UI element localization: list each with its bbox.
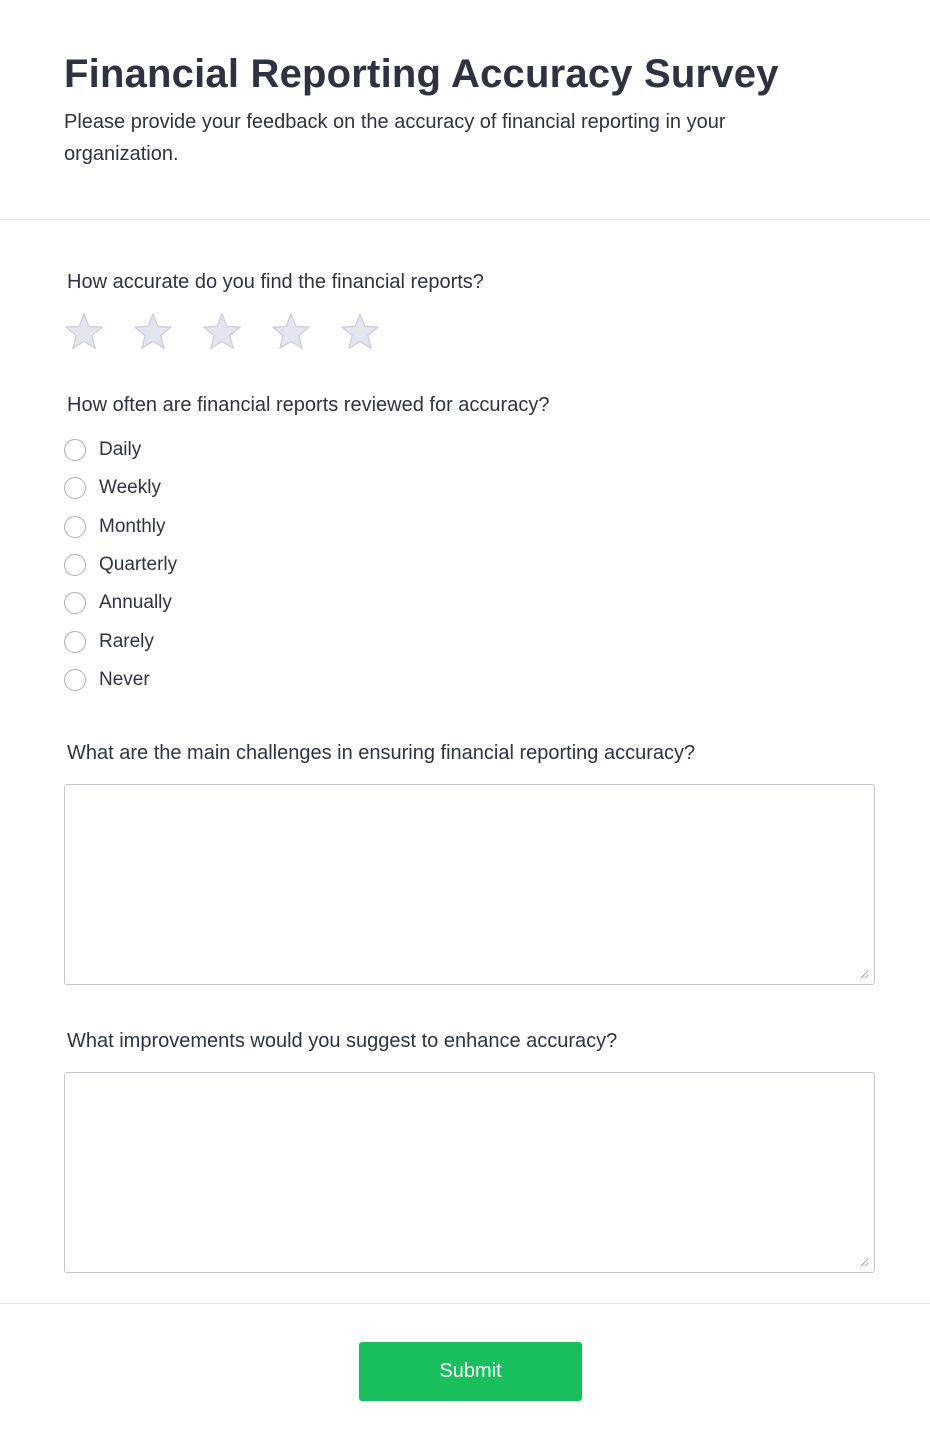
radio-option-monthly[interactable] — [64, 508, 177, 546]
radio-label: Monthly — [99, 515, 166, 537]
radio-button[interactable] — [64, 554, 86, 576]
star-rating — [64, 312, 409, 354]
radio-option-daily[interactable] — [64, 431, 177, 469]
radio-option-quarterly[interactable] — [64, 546, 177, 584]
radio-button[interactable] — [64, 516, 86, 538]
challenges-textarea[interactable] — [64, 784, 875, 985]
radio-button[interactable] — [64, 669, 86, 691]
radio-button[interactable] — [64, 631, 86, 653]
star-4-icon[interactable] — [271, 312, 311, 352]
improvements-textarea[interactable] — [64, 1072, 875, 1273]
radio-option-rarely[interactable] — [64, 622, 177, 660]
radio-option-never[interactable] — [64, 661, 177, 699]
question-challenges-label: What are the main challenges in ensuring financial reporting accuracy? — [67, 742, 696, 764]
radio-button[interactable] — [64, 592, 86, 614]
survey-title: Financial Reporting Accuracy Survey — [64, 52, 779, 96]
question-improvements-label: What improvements would you suggest to enhance accuracy? — [67, 1030, 618, 1052]
radio-label: Weekly — [99, 477, 161, 499]
star-5-icon[interactable] — [340, 312, 380, 352]
review-frequency-options — [64, 431, 177, 699]
radio-label: Daily — [99, 439, 142, 461]
question-review-frequency-label: How often are financial reports reviewed for accuracy? — [67, 394, 550, 416]
submit-button[interactable]: Submit — [359, 1342, 582, 1401]
radio-label: Rarely — [99, 630, 154, 652]
star-2-icon[interactable] — [133, 312, 173, 352]
survey-header — [0, 0, 930, 220]
radio-label: Annually — [99, 592, 172, 614]
radio-button[interactable] — [64, 477, 86, 499]
survey-description: Please provide your feedback on the accuracy of financial reporting in your organization. — [64, 111, 726, 165]
star-1-icon[interactable] — [64, 312, 104, 352]
question-accuracy-label: How accurate do you find the financial reports? — [67, 271, 484, 293]
resize-grip-icon[interactable] — [859, 1257, 869, 1267]
radio-button[interactable] — [64, 439, 86, 461]
resize-grip-icon[interactable] — [859, 969, 869, 979]
radio-label: Quarterly — [99, 554, 178, 576]
radio-label: Never — [99, 668, 150, 690]
radio-option-annually[interactable] — [64, 584, 177, 622]
survey-footer — [0, 1303, 930, 1451]
star-3-icon[interactable] — [202, 312, 242, 352]
radio-option-weekly[interactable] — [64, 469, 177, 507]
